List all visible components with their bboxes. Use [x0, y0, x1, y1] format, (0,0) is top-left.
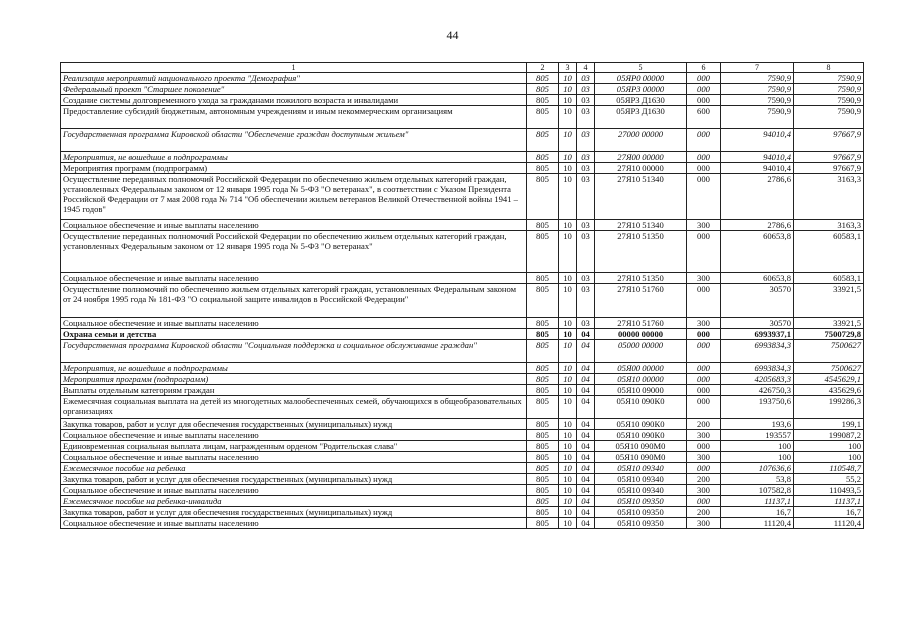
amount-year1-cell: 60653,8: [721, 273, 794, 284]
ministry-code-cell: 805: [527, 496, 559, 507]
expense-type-cell: 000: [687, 385, 721, 396]
expense-type-cell: 000: [687, 329, 721, 340]
target-article-cell: 05Я10 09350: [595, 496, 687, 507]
section-cell: 10: [559, 474, 577, 485]
subsection-cell: 04: [577, 396, 595, 419]
subsection-cell: 04: [577, 419, 595, 430]
target-article-cell: 00000 00000: [595, 329, 687, 340]
target-article-cell: 05ЯР0 00000: [595, 73, 687, 84]
amount-year1-cell: 193750,6: [721, 396, 794, 419]
target-article-cell: 27Я10 51340: [595, 174, 687, 220]
target-article-cell: 05Я00 00000: [595, 363, 687, 374]
amount-year2-cell: 7500627: [794, 340, 864, 363]
ministry-code-cell: 805: [527, 385, 559, 396]
amount-year2-cell: 199286,3: [794, 396, 864, 419]
expense-type-cell: 200: [687, 419, 721, 430]
table-row: [61, 363, 864, 374]
table-row: [61, 84, 864, 95]
amount-year1-cell: 6993937,1: [721, 329, 794, 340]
section-cell: 10: [559, 152, 577, 163]
section-cell: 10: [559, 95, 577, 106]
table-row: [61, 284, 864, 318]
amount-year1-cell: 6993834,3: [721, 363, 794, 374]
ministry-code-cell: 805: [527, 430, 559, 441]
expense-type-cell: 000: [687, 84, 721, 95]
amount-year2-cell: 435629,6: [794, 385, 864, 396]
expense-type-cell: 300: [687, 430, 721, 441]
expense-type-cell: 000: [687, 129, 721, 152]
table-row: [61, 174, 864, 220]
amount-year2-cell: 199087,2: [794, 430, 864, 441]
subsection-cell: 04: [577, 340, 595, 363]
target-article-cell: 27Я10 51350: [595, 231, 687, 273]
target-article-cell: 27000 00000: [595, 129, 687, 152]
item-name-cell: Реализация мероприятий национального проекта "Демография": [61, 73, 527, 84]
subsection-cell: 04: [577, 485, 595, 496]
section-cell: 10: [559, 419, 577, 430]
amount-year2-cell: 60583,1: [794, 231, 864, 273]
expense-type-cell: 200: [687, 507, 721, 518]
ministry-code-cell: 805: [527, 284, 559, 318]
budget-table: [60, 62, 864, 529]
amount-year1-cell: 100: [721, 441, 794, 452]
item-name-cell: Ежемесячное пособие на ребенка-инвалида: [61, 496, 527, 507]
table-row: [61, 318, 864, 329]
expense-type-cell: 000: [687, 363, 721, 374]
amount-year2-cell: 16,7: [794, 507, 864, 518]
section-cell: 10: [559, 430, 577, 441]
ministry-code-cell: 805: [527, 84, 559, 95]
subsection-cell: 04: [577, 441, 595, 452]
table-row: [61, 496, 864, 507]
expense-type-cell: 300: [687, 220, 721, 231]
item-name-cell: Закупка товаров, работ и услуг для обеспечения государственных (муниципальных) нужд: [61, 419, 527, 430]
section-cell: 10: [559, 496, 577, 507]
amount-year2-cell: 33921,5: [794, 318, 864, 329]
subsection-cell: 03: [577, 95, 595, 106]
target-article-cell: 05Я10 09350: [595, 507, 687, 518]
expense-type-cell: 300: [687, 452, 721, 463]
subsection-cell: 04: [577, 507, 595, 518]
column-header: 6: [687, 63, 721, 73]
target-article-cell: 27Я10 51760: [595, 318, 687, 329]
table-row: [61, 129, 864, 152]
amount-year1-cell: 4205683,3: [721, 374, 794, 385]
expense-type-cell: 000: [687, 152, 721, 163]
amount-year2-cell: 60583,1: [794, 273, 864, 284]
table-row: [61, 329, 864, 340]
item-name-cell: Закупка товаров, работ и услуг для обеспечения государственных (муниципальных) нужд: [61, 474, 527, 485]
subsection-cell: 03: [577, 129, 595, 152]
table-row: [61, 396, 864, 419]
amount-year1-cell: 2786,6: [721, 174, 794, 220]
target-article-cell: 05Я10 09340: [595, 485, 687, 496]
subsection-cell: 04: [577, 374, 595, 385]
table-body: [61, 73, 864, 529]
column-header: 2: [527, 63, 559, 73]
subsection-cell: 04: [577, 329, 595, 340]
section-cell: 10: [559, 518, 577, 529]
amount-year1-cell: 6993834,3: [721, 340, 794, 363]
expense-type-cell: 600: [687, 106, 721, 129]
amount-year1-cell: 11137,1: [721, 496, 794, 507]
item-name-cell: Предоставление субсидий бюджетным, автономным учреждениям и иным некоммерческим организациям: [61, 106, 527, 129]
subsection-cell: 04: [577, 363, 595, 374]
ministry-code-cell: 805: [527, 231, 559, 273]
ministry-code-cell: 805: [527, 329, 559, 340]
subsection-cell: 03: [577, 163, 595, 174]
amount-year2-cell: 7590,9: [794, 95, 864, 106]
table-row: [61, 430, 864, 441]
subsection-cell: 03: [577, 84, 595, 95]
subsection-cell: 03: [577, 273, 595, 284]
section-cell: 10: [559, 163, 577, 174]
expense-type-cell: 000: [687, 374, 721, 385]
table-row: [61, 152, 864, 163]
item-name-cell: Осуществление полномочий по обеспечению жильем отдельных категорий граждан, установленных Федеральным законом от 24 ноября 1995 года № 181-ФЗ "О социальной защите инвалидов в Российской Федерации": [61, 284, 527, 318]
column-header: 5: [595, 63, 687, 73]
item-name-cell: Социальное обеспечение и иные выплаты населению: [61, 273, 527, 284]
table-row: [61, 220, 864, 231]
target-article-cell: 27Я10 51760: [595, 284, 687, 318]
item-name-cell: Осуществление переданных полномочий Российской Федерации по обеспечению жильем отдельных категорий граждан, установленных Федеральным законом от 12 января 1995 года № 5-ФЗ "О ветеранах": [61, 231, 527, 273]
column-header: 4: [577, 63, 595, 73]
amount-year2-cell: 7500729,8: [794, 329, 864, 340]
amount-year1-cell: 94010,4: [721, 129, 794, 152]
amount-year2-cell: 7590,9: [794, 106, 864, 129]
amount-year1-cell: 11120,4: [721, 518, 794, 529]
table-row: [61, 95, 864, 106]
ministry-code-cell: 805: [527, 95, 559, 106]
ministry-code-cell: 805: [527, 318, 559, 329]
ministry-code-cell: 805: [527, 106, 559, 129]
subsection-cell: 03: [577, 73, 595, 84]
target-article-cell: 27Я10 51340: [595, 220, 687, 231]
amount-year1-cell: 193,6: [721, 419, 794, 430]
item-name-cell: Федеральный проект "Старшее поколение": [61, 84, 527, 95]
subsection-cell: 04: [577, 430, 595, 441]
section-cell: 10: [559, 84, 577, 95]
ministry-code-cell: 805: [527, 73, 559, 84]
amount-year2-cell: 7590,9: [794, 73, 864, 84]
item-name-cell: Мероприятия, не вошедшие в подпрограммы: [61, 363, 527, 374]
expense-type-cell: 000: [687, 284, 721, 318]
item-name-cell: Социальное обеспечение и иные выплаты населению: [61, 485, 527, 496]
subsection-cell: 03: [577, 152, 595, 163]
expense-type-cell: 300: [687, 485, 721, 496]
expense-type-cell: 000: [687, 463, 721, 474]
ministry-code-cell: 805: [527, 396, 559, 419]
section-cell: 10: [559, 340, 577, 363]
table-row: [61, 474, 864, 485]
subsection-cell: 03: [577, 284, 595, 318]
ministry-code-cell: 805: [527, 129, 559, 152]
table-row: [61, 106, 864, 129]
expense-type-cell: 300: [687, 318, 721, 329]
table-row: [61, 463, 864, 474]
amount-year2-cell: 97667,9: [794, 152, 864, 163]
item-name-cell: Социальное обеспечение и иные выплаты населению: [61, 452, 527, 463]
item-name-cell: Осуществление переданных полномочий Российской Федерации по обеспечению жильем отдельных категорий граждан, установленных Федеральным законом от 12 января 1995 года № 5-ФЗ "О ветеранах", в соответствии с Указом Президента Российской Федерации от 7 мая 2008 года № 714 "Об обеспечении жильем ветеранов Великой Отечественной войны 1941 – 1945 годов": [61, 174, 527, 220]
amount-year1-cell: 7590,9: [721, 73, 794, 84]
table-row: [61, 385, 864, 396]
ministry-code-cell: 805: [527, 220, 559, 231]
column-header: 7: [721, 63, 794, 73]
table-row: [61, 163, 864, 174]
section-cell: 10: [559, 396, 577, 419]
target-article-cell: 05Я10 090М0: [595, 441, 687, 452]
amount-year1-cell: 53,8: [721, 474, 794, 485]
item-name-cell: Государственная программа Кировской области "Социальная поддержка и социальное обслуживание граждан": [61, 340, 527, 363]
column-number-row: [61, 63, 864, 73]
expense-type-cell: 000: [687, 163, 721, 174]
amount-year1-cell: 7590,9: [721, 84, 794, 95]
item-name-cell: Выплаты отдельным категориям граждан: [61, 385, 527, 396]
amount-year2-cell: 3163,3: [794, 174, 864, 220]
amount-year2-cell: 11120,4: [794, 518, 864, 529]
amount-year2-cell: 33921,5: [794, 284, 864, 318]
table-header: [61, 63, 864, 73]
target-article-cell: 05Я10 090М0: [595, 452, 687, 463]
item-name-cell: Создание системы долговременного ухода за гражданами пожилого возраста и инвалидами: [61, 95, 527, 106]
column-header: 3: [559, 63, 577, 73]
subsection-cell: 04: [577, 463, 595, 474]
amount-year2-cell: 100: [794, 441, 864, 452]
target-article-cell: 27Я10 00000: [595, 163, 687, 174]
item-name-cell: Мероприятия программ (подпрограмм): [61, 163, 527, 174]
amount-year1-cell: 94010,4: [721, 163, 794, 174]
amount-year1-cell: 107582,8: [721, 485, 794, 496]
table-row: [61, 231, 864, 273]
section-cell: 10: [559, 284, 577, 318]
ministry-code-cell: 805: [527, 441, 559, 452]
amount-year1-cell: 2786,6: [721, 220, 794, 231]
subsection-cell: 03: [577, 220, 595, 231]
ministry-code-cell: 805: [527, 485, 559, 496]
expense-type-cell: 300: [687, 273, 721, 284]
ministry-code-cell: 805: [527, 419, 559, 430]
amount-year1-cell: 426750,3: [721, 385, 794, 396]
table-row: [61, 419, 864, 430]
ministry-code-cell: 805: [527, 474, 559, 485]
amount-year2-cell: 55,2: [794, 474, 864, 485]
expense-type-cell: 000: [687, 396, 721, 419]
subsection-cell: 04: [577, 452, 595, 463]
section-cell: 10: [559, 463, 577, 474]
ministry-code-cell: 805: [527, 507, 559, 518]
section-cell: 10: [559, 374, 577, 385]
section-cell: 10: [559, 73, 577, 84]
expense-type-cell: 000: [687, 174, 721, 220]
amount-year2-cell: 3163,3: [794, 220, 864, 231]
amount-year1-cell: 30570: [721, 318, 794, 329]
table-row: [61, 452, 864, 463]
ministry-code-cell: 805: [527, 518, 559, 529]
ministry-code-cell: 805: [527, 163, 559, 174]
amount-year2-cell: 7590,9: [794, 84, 864, 95]
amount-year1-cell: 7590,9: [721, 95, 794, 106]
target-article-cell: 05Я10 09340: [595, 463, 687, 474]
item-name-cell: Социальное обеспечение и иные выплаты населению: [61, 318, 527, 329]
expense-type-cell: 300: [687, 518, 721, 529]
amount-year2-cell: 110493,5: [794, 485, 864, 496]
section-cell: 10: [559, 385, 577, 396]
amount-year2-cell: 97667,9: [794, 163, 864, 174]
table-row: [61, 340, 864, 363]
section-cell: 10: [559, 174, 577, 220]
ministry-code-cell: 805: [527, 273, 559, 284]
section-cell: 10: [559, 441, 577, 452]
table-row: [61, 485, 864, 496]
expense-type-cell: 000: [687, 73, 721, 84]
target-article-cell: 05ЯР3 00000: [595, 84, 687, 95]
amount-year1-cell: 100: [721, 452, 794, 463]
section-cell: 10: [559, 507, 577, 518]
ministry-code-cell: 805: [527, 174, 559, 220]
ministry-code-cell: 805: [527, 363, 559, 374]
subsection-cell: 03: [577, 231, 595, 273]
section-cell: 10: [559, 273, 577, 284]
target-article-cell: 05Я10 09000: [595, 385, 687, 396]
target-article-cell: 27Я10 51350: [595, 273, 687, 284]
section-cell: 10: [559, 220, 577, 231]
amount-year2-cell: 97667,9: [794, 129, 864, 152]
section-cell: 10: [559, 231, 577, 273]
target-article-cell: 05000 00000: [595, 340, 687, 363]
subsection-cell: 03: [577, 106, 595, 129]
subsection-cell: 03: [577, 174, 595, 220]
section-cell: 10: [559, 363, 577, 374]
subsection-cell: 04: [577, 385, 595, 396]
item-name-cell: Мероприятия, не вошедшие в подпрограммы: [61, 152, 527, 163]
target-article-cell: 05Я10 09340: [595, 474, 687, 485]
target-article-cell: 05ЯР3 Д1630: [595, 106, 687, 129]
item-name-cell: Социальное обеспечение и иные выплаты населению: [61, 220, 527, 231]
amount-year1-cell: 107636,6: [721, 463, 794, 474]
table-row: [61, 441, 864, 452]
column-header: 1: [61, 63, 527, 73]
table-row: [61, 507, 864, 518]
target-article-cell: 05Я10 090К0: [595, 396, 687, 419]
subsection-cell: 04: [577, 474, 595, 485]
table-row: [61, 273, 864, 284]
section-cell: 10: [559, 485, 577, 496]
target-article-cell: 27Я00 00000: [595, 152, 687, 163]
expense-type-cell: 000: [687, 496, 721, 507]
item-name-cell: Ежемесячная социальная выплата на детей из многодетных малообеспеченных семей, обучающихся в общеобразовательных организациях: [61, 396, 527, 419]
table-row: [61, 73, 864, 84]
amount-year2-cell: 110548,7: [794, 463, 864, 474]
amount-year1-cell: 193557: [721, 430, 794, 441]
target-article-cell: 05Я10 00000: [595, 374, 687, 385]
ministry-code-cell: 805: [527, 374, 559, 385]
expense-type-cell: 000: [687, 441, 721, 452]
target-article-cell: 05Я10 090К0: [595, 430, 687, 441]
expense-type-cell: 200: [687, 474, 721, 485]
item-name-cell: Охрана семьи и детства: [61, 329, 527, 340]
subsection-cell: 04: [577, 496, 595, 507]
ministry-code-cell: 805: [527, 463, 559, 474]
expense-type-cell: 000: [687, 231, 721, 273]
amount-year1-cell: 60653,8: [721, 231, 794, 273]
item-name-cell: Единовременная социальная выплата лицам, награжденным орденом "Родительская слава": [61, 441, 527, 452]
section-cell: 10: [559, 106, 577, 129]
expense-type-cell: 000: [687, 340, 721, 363]
target-article-cell: 05ЯР3 Д1630: [595, 95, 687, 106]
table-row: [61, 518, 864, 529]
section-cell: 10: [559, 329, 577, 340]
subsection-cell: 04: [577, 518, 595, 529]
expense-type-cell: 000: [687, 95, 721, 106]
amount-year1-cell: 30570: [721, 284, 794, 318]
target-article-cell: 05Я10 09350: [595, 518, 687, 529]
amount-year1-cell: 7590,9: [721, 106, 794, 129]
amount-year2-cell: 11137,1: [794, 496, 864, 507]
section-cell: 10: [559, 452, 577, 463]
amount-year2-cell: 7500627: [794, 363, 864, 374]
table-row: [61, 374, 864, 385]
section-cell: 10: [559, 129, 577, 152]
ministry-code-cell: 805: [527, 452, 559, 463]
amount-year1-cell: 94010,4: [721, 152, 794, 163]
section-cell: 10: [559, 318, 577, 329]
subsection-cell: 03: [577, 318, 595, 329]
item-name-cell: Государственная программа Кировской области "Обеспечение граждан доступным жильем": [61, 129, 527, 152]
ministry-code-cell: 805: [527, 152, 559, 163]
amount-year1-cell: 16,7: [721, 507, 794, 518]
item-name-cell: Ежемесячное пособие на ребенка: [61, 463, 527, 474]
column-header: 8: [794, 63, 864, 73]
ministry-code-cell: 805: [527, 340, 559, 363]
amount-year2-cell: 199,1: [794, 419, 864, 430]
target-article-cell: 05Я10 090К0: [595, 419, 687, 430]
item-name-cell: Закупка товаров, работ и услуг для обеспечения государственных (муниципальных) нужд: [61, 507, 527, 518]
page-number: 44: [446, 28, 459, 42]
item-name-cell: Социальное обеспечение и иные выплаты населению: [61, 518, 527, 529]
item-name-cell: Мероприятия программ (подпрограмм): [61, 374, 527, 385]
amount-year2-cell: 4545629,1: [794, 374, 864, 385]
amount-year2-cell: 100: [794, 452, 864, 463]
item-name-cell: Социальное обеспечение и иные выплаты населению: [61, 430, 527, 441]
